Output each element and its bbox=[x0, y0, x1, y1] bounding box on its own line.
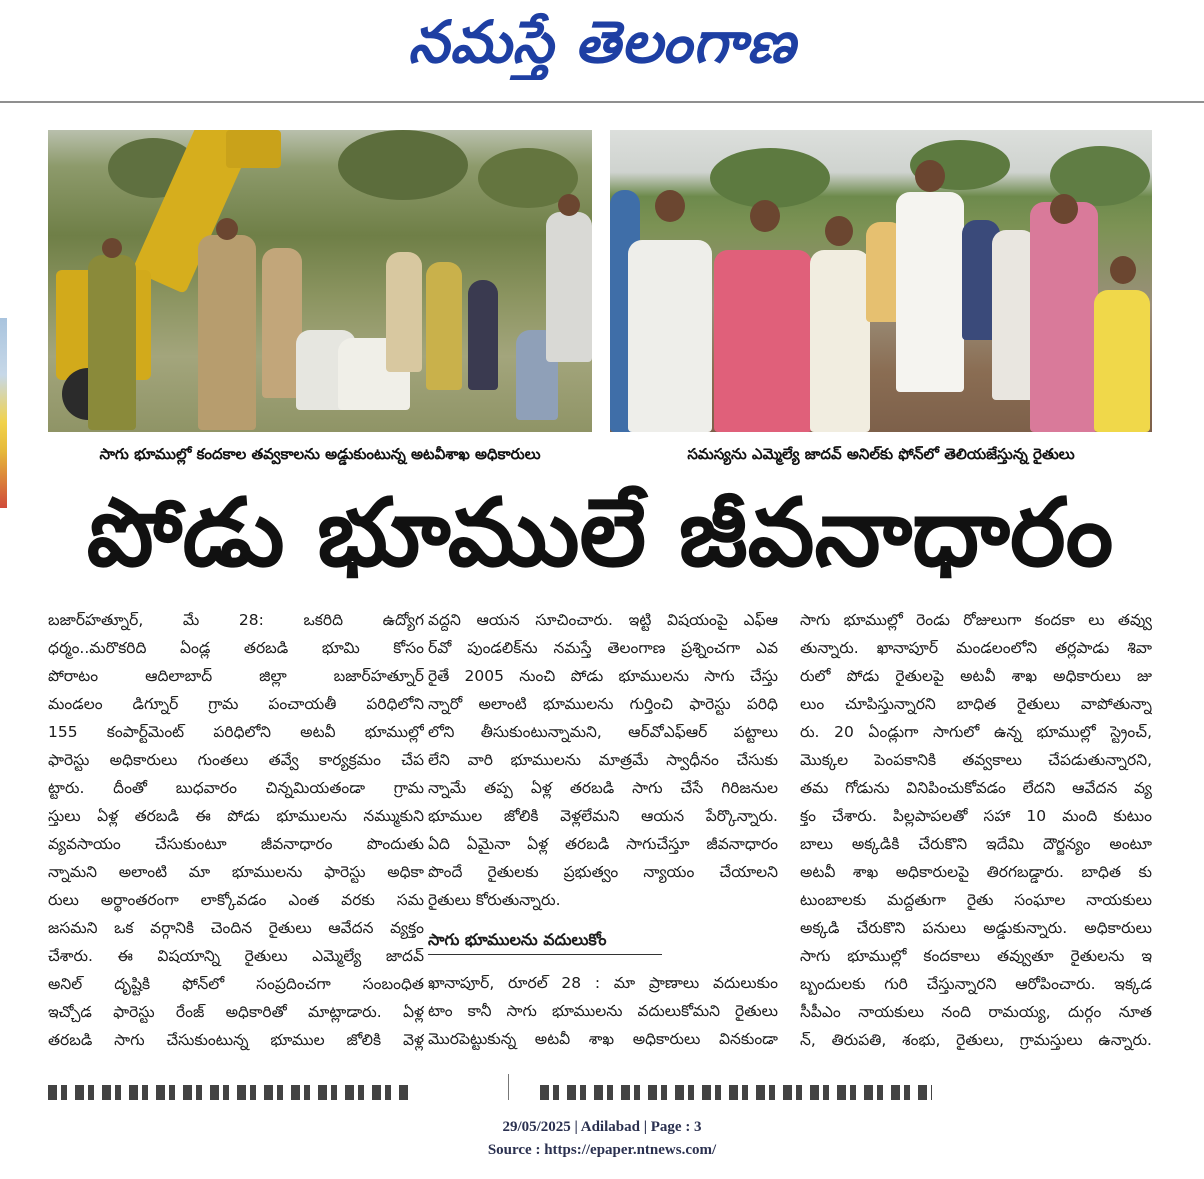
text-line: న్, తిరుపతి, శంభు, రైతులు, గ్రామస్తులు ఉన్నారు. bbox=[800, 1031, 1152, 1049]
text-line: అటవీ శాఖ అధికారులపై తిరగబడ్డారు. బాధిత కు bbox=[800, 863, 1152, 881]
head-shape bbox=[825, 216, 853, 246]
masthead-logo: నమస్తే తెలంగాణ bbox=[408, 8, 796, 76]
text-line: పోరాటం ఆదిలాబాద్ జిల్లా బజార్‌హత్నూర్ bbox=[48, 667, 424, 685]
cropped-headline-right bbox=[540, 1085, 932, 1100]
text-line: ఇచ్చోడ ఫారెస్టు రేంజ్ అధికారితో మాట్లాడారు. ఏళ్ల bbox=[48, 1003, 424, 1021]
adjacent-page-edge bbox=[0, 318, 7, 508]
excavator-bucket-shape bbox=[226, 130, 281, 168]
text-line: జసమని ఒక వర్గానికి చెందిన రైతులు ఆవేదన వ్యక్తం bbox=[48, 919, 424, 937]
text-line: లుం చూపిస్తున్నారని బాధిత రైతులు వాపోతున్నా bbox=[800, 695, 1152, 713]
text-line: రు. 20 ఏండ్లుగా సాగులో ఉన్న భూముల్లో స్ట్రెంచ్, bbox=[800, 723, 1152, 741]
text-line: బ్బందులకు గురి చేస్తున్నారని ఆరోపించారు. ఇక్కడ bbox=[800, 975, 1152, 993]
text-line: రులో పోడు రైతులపై అటవీ శాఖ అధికారులు జు bbox=[800, 667, 1152, 685]
head-shape bbox=[102, 238, 122, 258]
text-line: పొందే రైతులకు ప్రభుత్వం న్యాయం చేయాలని bbox=[428, 863, 778, 881]
text-line: అక్కడి చేరుకొని పనులు అడ్డుకున్నారు. అధికారులు bbox=[800, 919, 1152, 937]
text-line: లోని తీసుకుంటున్నామని, ఆర్‌వోఎఫ్‌ఆర్ పట్టాలు bbox=[428, 723, 778, 741]
person-figure bbox=[386, 252, 422, 372]
head-shape bbox=[915, 160, 945, 192]
text-line: తరబడి సాగు చేసుకుంటున్న భూముల జోలికి వెళ్ల bbox=[48, 1031, 424, 1049]
photo-caption-right: సమస్యను ఎమ్మెల్యే జాదవ్ అనిల్‌కు ఫోన్‌లో తెలియజేస్తున్న రైతులు bbox=[687, 445, 1075, 463]
text-line: బాలు అక్కడికి చేరుకొని ఇదేమి దౌర్జన్యం అంటూ bbox=[800, 835, 1152, 853]
tree-shape bbox=[710, 148, 830, 208]
person-figure bbox=[714, 250, 812, 432]
text-line: మొరపెట్టుకున్న అటవీ శాఖ అధికారులు వినకుండా bbox=[428, 1030, 778, 1048]
tree-shape bbox=[338, 130, 468, 200]
person-figure bbox=[1030, 202, 1098, 432]
text-line: మండలం డిగ్నూర్ గ్రామ పంచాయతీ పరిధిలోని bbox=[48, 695, 424, 713]
text-line: రులు అర్థాంతరంగా లాక్కోవడం ఎంత వరకు సమ bbox=[48, 891, 424, 909]
text-line: 155 కంపార్ట్‌మెంట్ పరిధిలోని అటవీ భూముల్లో bbox=[48, 723, 424, 741]
text-line: తమ గోడును వినిపించుకోవడం లేదని ఆవేదన వ్య bbox=[800, 779, 1152, 797]
text-line: న్నామే తప్ప ఏళ్ల తరబడి సాగు చేసే గిరిజనుల bbox=[428, 779, 778, 797]
masthead-divider bbox=[0, 101, 1204, 103]
person-figure bbox=[896, 192, 964, 392]
photo-farmers-phone-call bbox=[610, 130, 1152, 432]
head-shape bbox=[1110, 256, 1136, 284]
text-line: రైతే 2005 నుంచి పోడు భూములను సాగు చేస్తు bbox=[428, 667, 778, 685]
person-figure bbox=[426, 262, 462, 390]
person-figure bbox=[198, 235, 256, 430]
edition-info: 29/05/2025 | Adilabad | Page : 3 bbox=[502, 1119, 702, 1135]
head-shape bbox=[750, 200, 780, 232]
text-line: వద్దని ఆయన సూచించారు. ఇట్టి విషయంపై ఎఫ్‌ఆ bbox=[428, 611, 778, 629]
head-shape bbox=[558, 194, 580, 216]
text-line: న్నామని అలాంటి మా భూములను ఫారెస్టు అధికా bbox=[48, 863, 424, 881]
article-headline: పోడు భూములే జీవనాధారం bbox=[86, 479, 1114, 588]
text-line: స్తులు ఏళ్ల తరబడి ఈ పోడు భూములను నమ్ముకుని bbox=[48, 807, 424, 825]
text-line: సాగు భూముల్లో కందకాలు తవ్వుతూ రైతులను ఇ bbox=[800, 947, 1152, 965]
text-line: ఏది ఏమైనా ఏళ్ల తరబడి సాగుచేస్తూ జీవనాధారం bbox=[428, 835, 778, 853]
article-column-2 bbox=[428, 606, 778, 914]
text-line: చేశారు. ఈ విషయాన్ని రైతులు ఎమ్మెల్యే జాదవ్ bbox=[48, 947, 424, 965]
text-line: ఖానాపూర్, రూరల్ 28 : మా ప్రాణాలు వదులుకుం bbox=[428, 974, 778, 992]
text-line: సీపీఎం నాయకులు నంది రామయ్య, దుర్గం నూత bbox=[800, 1003, 1152, 1021]
article-column-3 bbox=[800, 606, 1152, 1054]
source-url: Source : https://epaper.ntnews.com/ bbox=[487, 1142, 717, 1158]
text-line: రైతులు కోరుతున్నారు. bbox=[428, 891, 561, 909]
person-figure bbox=[810, 250, 870, 432]
text-line: సాగు భూముల్లో రెండు రోజులుగా కందకా లు తవ్వు bbox=[800, 611, 1152, 629]
person-figure bbox=[546, 212, 592, 362]
text-line: భూముల జోలికి వెళ్లలేమని ఆయన పేర్కొన్నారు. bbox=[428, 807, 778, 825]
text-line: ధర్మం..మరొకరిది ఏండ్ల తరబడి భూమి కోసం bbox=[48, 639, 424, 657]
text-line: తున్నారు. ఖానాపూర్ మండలంలోని తర్లపాడు శివా bbox=[800, 639, 1152, 657]
person-figure bbox=[88, 255, 136, 430]
person-figure bbox=[468, 280, 498, 390]
photo-caption-left: సాగు భూముల్లో కందకాల తవ్వకాలను అడ్డుకుంటున్న అటవీశాఖ అధికారులు bbox=[99, 445, 541, 463]
text-line: వ్యవసాయం చేసుకుంటూ జీవనాధారం పొందుతు bbox=[48, 835, 424, 853]
photo-forest-officials bbox=[48, 130, 592, 432]
column-divider bbox=[508, 1074, 509, 1100]
article-column-1 bbox=[48, 606, 424, 1054]
person-figure bbox=[628, 240, 712, 432]
article-column-2-continued bbox=[428, 969, 778, 1053]
text-line: ట్టారు. దీంతో బుధవారం చిన్నమియతండా గ్రామ bbox=[48, 779, 424, 797]
text-line: ర్‌వో పుండలిక్‌ను నమస్తే తెలంగాణ ప్రశ్నించగా ఎవ bbox=[428, 639, 778, 657]
head-shape bbox=[1050, 194, 1078, 224]
person-figure bbox=[1094, 290, 1150, 432]
text-line: న్నారో అలాంటి భూములను గుర్తించి ఫారెస్టు పరిధి bbox=[428, 695, 778, 713]
cropped-headline-left bbox=[48, 1085, 410, 1100]
text-line: టాం కానీ సాగు భూములను వదులుకోమని రైతులు bbox=[428, 1002, 778, 1020]
text-line: టుంబాలకు మద్దతుగా రైతు సంఘాల నాయకులు bbox=[800, 891, 1152, 909]
text-line: మొక్కల పెంపకానికి తవ్వకాలు చేపడుతున్నారని, bbox=[800, 751, 1152, 769]
text-line: బజార్‌హత్నూర్, మే 28: ఒకరిది ఉద్యోగ bbox=[48, 611, 424, 629]
text-line: లేని వారి భూములను మాత్రమే స్వాధీనం చేసుకు bbox=[428, 751, 778, 769]
text-line: ఫారెస్టు అధికారులు గుంతలు తవ్వే కార్యక్రమం చేప bbox=[48, 751, 424, 769]
text-line: అనిల్ దృష్టికి ఫోన్‌లో సంప్రదించగా సంబంధిత bbox=[48, 975, 424, 993]
head-shape bbox=[216, 218, 238, 240]
article-subheading: సాగు భూములను వదులుకోం bbox=[428, 927, 662, 955]
text-line: క్తం చేశారు. పిల్లపాపలతో సహా 10 మంది కుటుం bbox=[800, 807, 1152, 825]
head-shape bbox=[655, 190, 685, 222]
